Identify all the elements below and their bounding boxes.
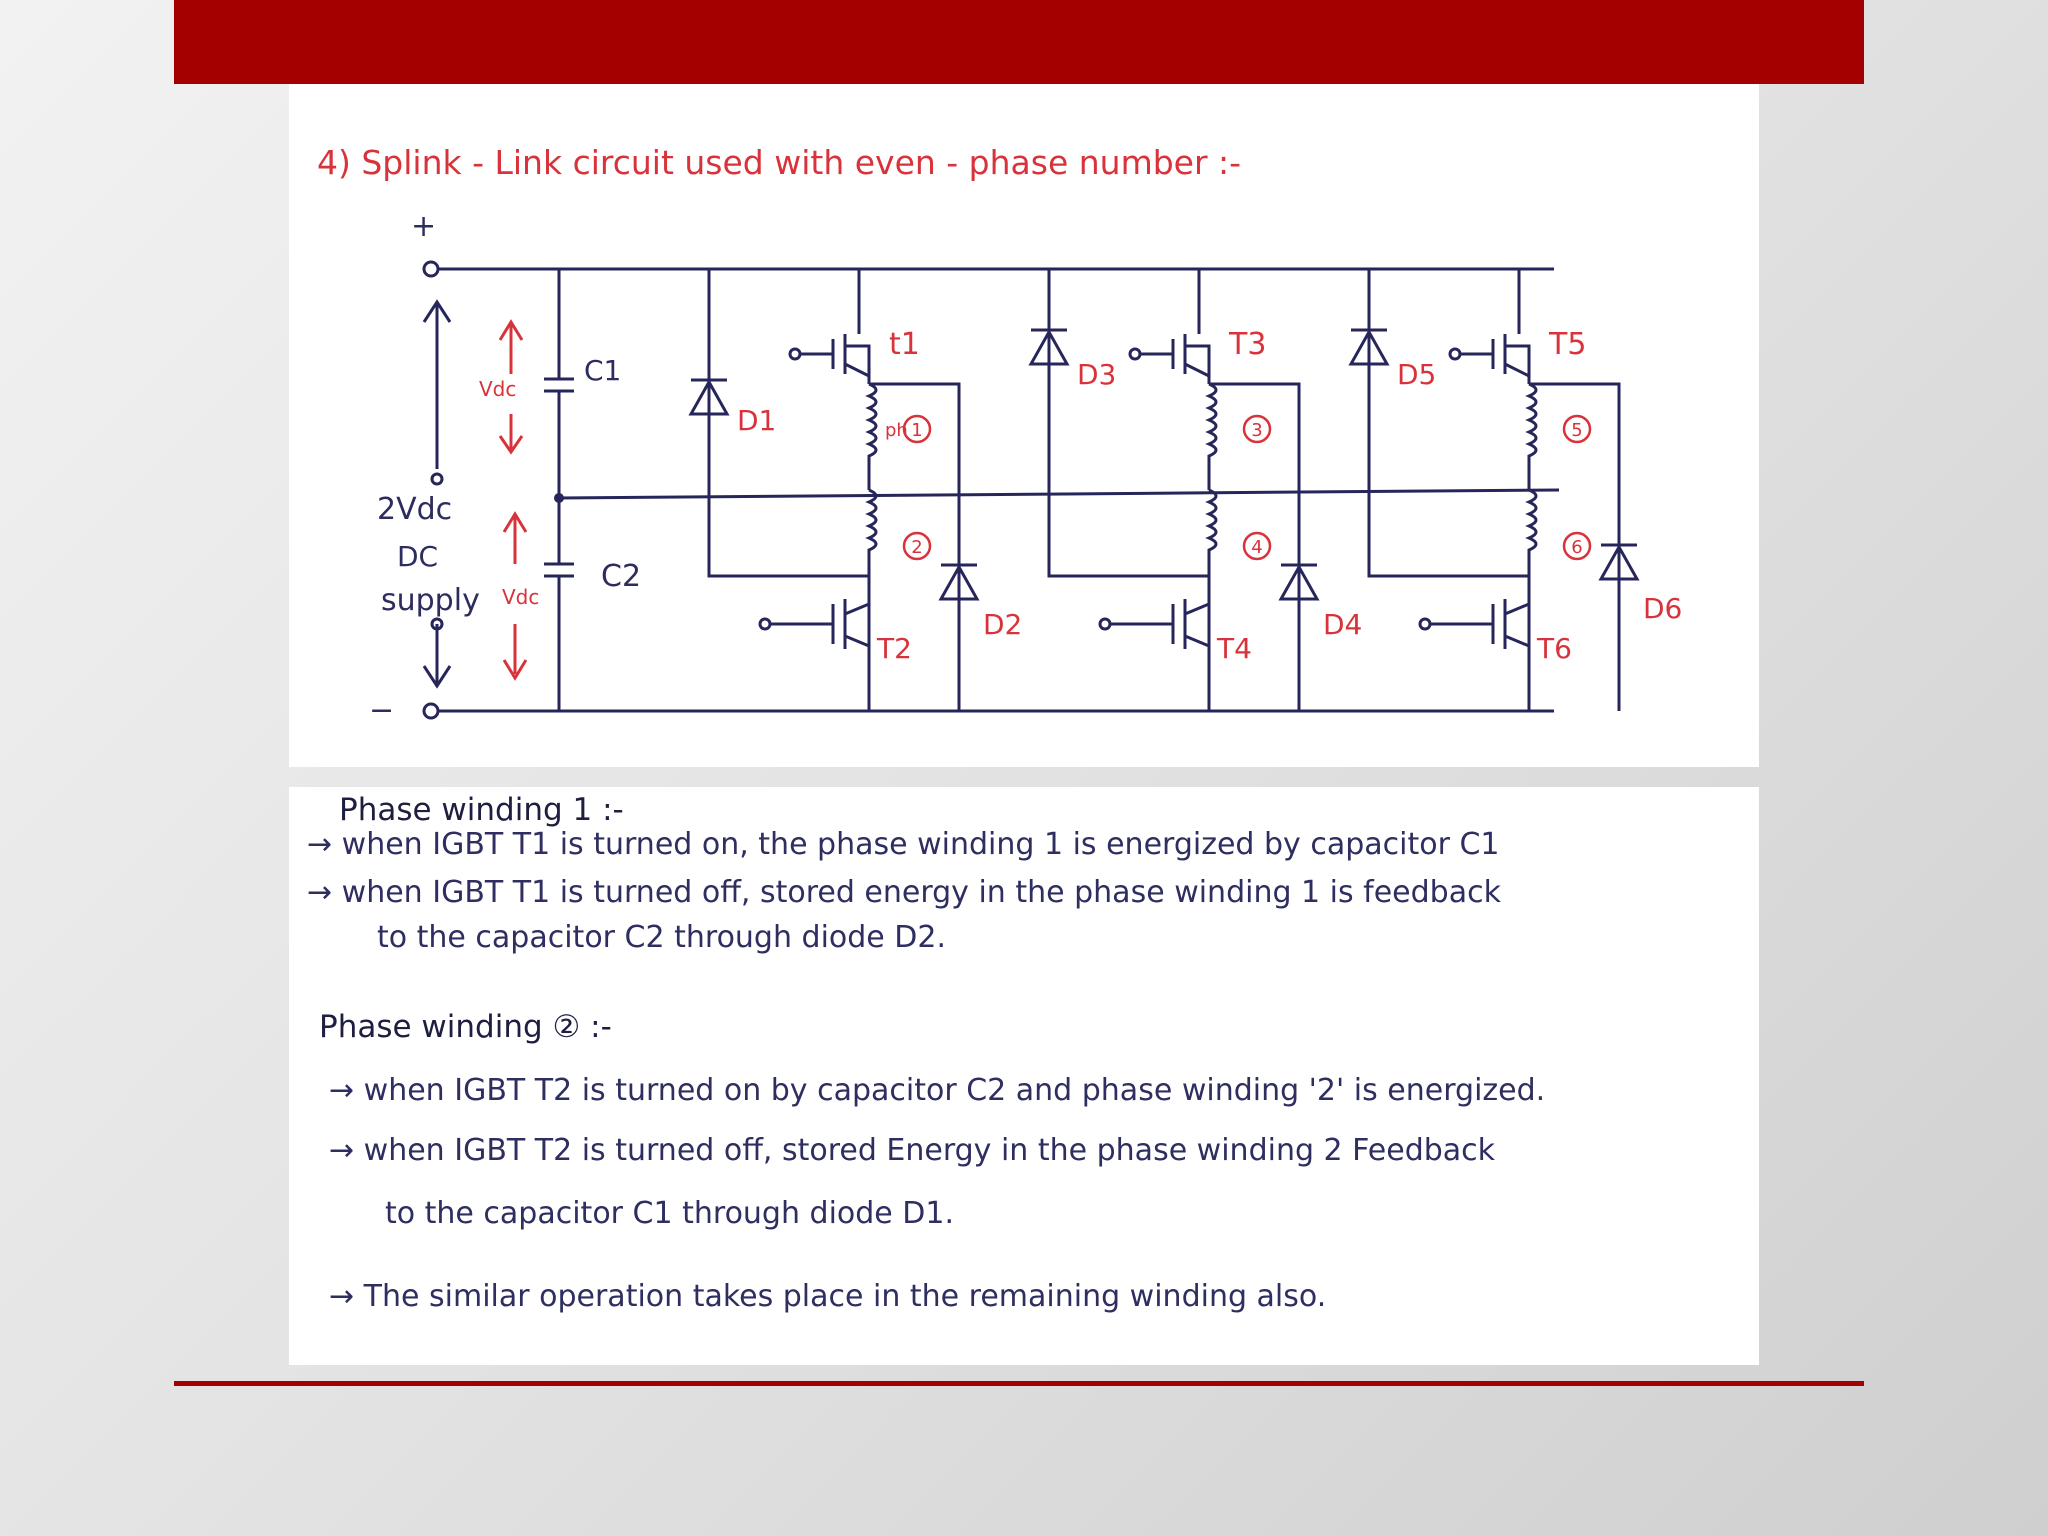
note-line-2: → when IGBT T1 is turned off, stored energy in the phase winding 1 is feedback [307, 875, 1501, 910]
capacitor-c1-label: C1 [584, 354, 622, 387]
lower-winding-badge-number: 2 [911, 537, 923, 558]
note-line-7: → The similar operation takes place in the remaining winding also. [329, 1279, 1327, 1314]
phase-leg-2 [1031, 269, 1362, 711]
note-line-5: → when IGBT T2 is turned off, stored Energy in the phase winding 2 Feedback [329, 1133, 1496, 1168]
supply-label-supply: supply [381, 583, 480, 618]
note-line-1: → when IGBT T1 is turned on, the phase winding 1 is energized by capacitor C1 [307, 827, 1500, 862]
lower-winding-badge-number: 6 [1571, 537, 1583, 558]
upper-diode-label: D1 [737, 404, 777, 437]
upper-winding-badge-number: 5 [1571, 420, 1583, 441]
upper-diode-label: D3 [1077, 358, 1117, 391]
circuit-panel [289, 84, 1759, 767]
lower-diode-label: D6 [1643, 592, 1683, 625]
upper-winding-badge-number: 1 [911, 420, 923, 441]
lower-switch-label: T6 [1537, 632, 1572, 665]
vdc-arrows [500, 322, 526, 678]
note-line-4: → when IGBT T2 is turned on by capacitor C2 and phase winding '2' is energized. [329, 1073, 1546, 1108]
explanation-panel [289, 787, 1759, 1365]
slide-title: 4) Splink - Link circuit used with even - phase number :- [317, 143, 1242, 182]
explanation-notes [289, 787, 1759, 1365]
circuit-diagram [289, 84, 1759, 767]
lower-switch-label: T4 [1217, 632, 1252, 665]
upper-switch-label: T5 [1549, 327, 1587, 362]
phase-winding-2-heading: Phase winding ② :- [319, 1009, 612, 1045]
vdc-upper-label: Vdc [479, 377, 517, 401]
midpoint-node [554, 493, 564, 503]
slide-header-bar [174, 0, 1864, 84]
upper-switch-label: T3 [1229, 327, 1267, 362]
note-line-3: to the capacitor C2 through diode D2. [377, 920, 947, 955]
upper-switch-label: t1 [889, 327, 920, 362]
supply-label-2vdc: 2Vdc [377, 492, 453, 527]
phase-winding-1-heading: Phase winding 1 :- [339, 792, 624, 828]
vdc-lower-label: Vdc [502, 585, 540, 609]
lower-winding-badge-number: 4 [1251, 537, 1263, 558]
capacitor-c2-label: C2 [601, 559, 642, 594]
slide-footer-rule [174, 1381, 1864, 1386]
supply-label-dc: DC [397, 540, 439, 573]
upper-diode-label: D5 [1397, 358, 1437, 391]
lower-switch-label: T2 [877, 632, 912, 665]
note-line-6: to the capacitor C1 through diode D1. [385, 1196, 955, 1231]
supply-plus-label: + [411, 209, 437, 244]
supply-minus-label: − [369, 693, 395, 728]
phase-leg-1 [691, 269, 1022, 711]
lower-diode-label: D4 [1323, 608, 1363, 641]
winding-ph-prefix: ph [885, 420, 908, 441]
lower-diode-label: D2 [983, 608, 1023, 641]
upper-winding-badge-number: 3 [1251, 420, 1263, 441]
